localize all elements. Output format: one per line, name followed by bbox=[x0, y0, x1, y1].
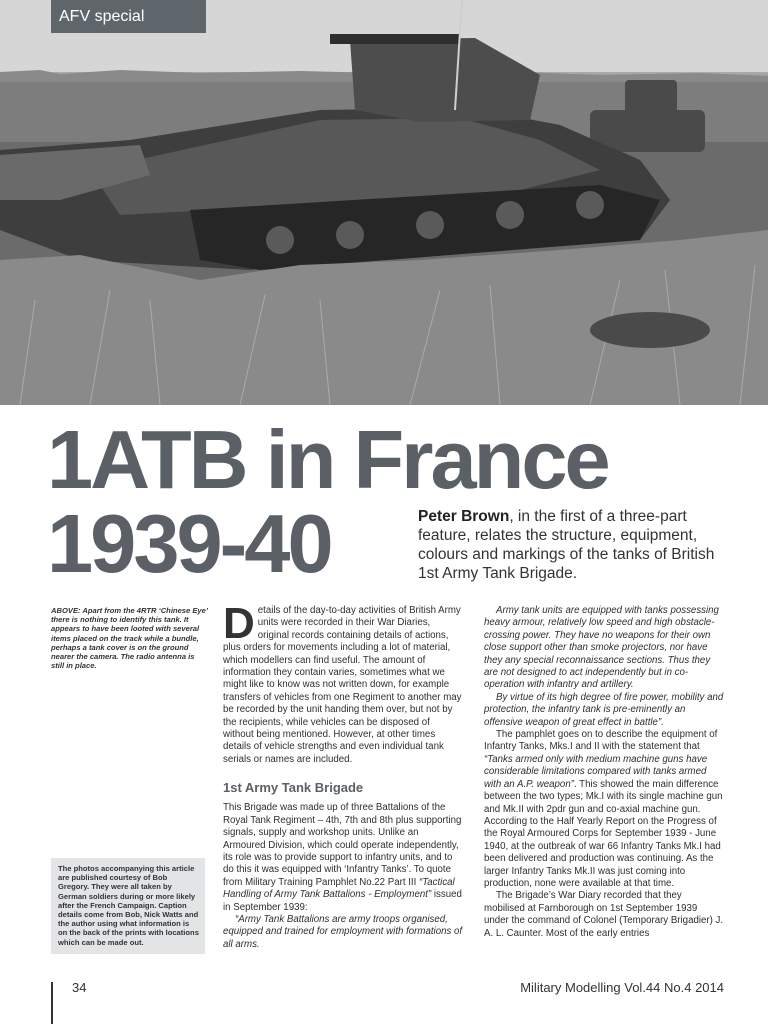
body-column-1 bbox=[223, 599, 463, 951]
page-number: 34 bbox=[72, 980, 87, 995]
intro-text: etails of the day-to-day activities of British Army units were recorded in their War Diaries, original records containing details of actions, plus orders for movements including a lot of material, which modellers can find useful. The amount of information they contain varies, sometimes what we might like to know was not written down, for example transfers of vehicles from one Regiment to another may be recorded by the unit handing them over, but not by the recipients, while vehicles can be disposed of without being mentioned. However, at other times details of vehicle strengths and even individual tank serials or names are included. bbox=[223, 605, 462, 765]
magazine-issue: Military Modelling Vol.44 No.4 2014 bbox=[520, 980, 724, 995]
headline-line-1: 1ATB in France bbox=[47, 413, 608, 506]
photo-caption: ABOVE: Apart from the 4RTR ‘Chinese Eye’ there is nothing to identify this tank. It appears to have been looted with several items placed on the track while a bundle, perhaps a tank cover is on the ground nearer the camera. The radio antenna is still in place. bbox=[51, 606, 208, 671]
abandoned-tank-photo bbox=[0, 0, 768, 405]
intro-paragraph bbox=[223, 599, 463, 766]
headline-line-2: 1939-40 bbox=[47, 497, 331, 590]
subhead-1st-army-tank-brigade: 1st Army Tank Brigade bbox=[223, 780, 364, 796]
quote-paragraph-1: “Army Tank Battalions are army troops organised, equipped and trained for employment with formations of all arms. bbox=[223, 913, 463, 950]
section-tag: AFV special bbox=[51, 0, 206, 33]
standfirst-text: , in the first of a three-part feature, relates the structure, equipment, colours and markings of the tanks of British 1st Army Tank Brigade. bbox=[418, 508, 715, 582]
drop-cap: D bbox=[223, 599, 255, 648]
brigade-text: This Brigade was made up of three Battalions of the Royal Tank Regiment – 4th, 7th and 8th plus supporting signals, supply and workshop units. Unlike an Armoured Division, which could operate independently, its role was to provide support to infantry units, and to do this it was equipped with ‘Infantry Tanks’. To quote from Military Training Pamphlet No.22 Part III bbox=[223, 802, 462, 888]
body-column-2 bbox=[484, 605, 724, 940]
brigade-text-end: issued in September 1939: bbox=[223, 889, 462, 913]
pamphlet-text: The pamphlet goes on to describe the equipment of Infantry Tanks, Mks.I and II with the statement that bbox=[484, 729, 718, 753]
standfirst bbox=[418, 507, 738, 583]
pamphlet-title-quote: “Tactical Handling of Army Tank Battalions - Employment” bbox=[223, 876, 455, 901]
footer-rule bbox=[51, 982, 53, 1024]
quote-paragraph-2: Army tank units are equipped with tanks possessing heavy armour, relatively low speed and high obstacle-crossing power. They have no weapons for their own close support other than smoke projectors, nor have they any special reconnaissance sections. Thus they are not designed to act independently but in co-operation with infantry and artillery. bbox=[484, 605, 719, 691]
quote-paragraph-3: By virtue of its high degree of fire power, mobility and protection, the infantry tank is pre-eminently an offensive weapon of great effect in battle”. bbox=[484, 691, 724, 728]
hero-photo bbox=[0, 0, 768, 405]
author-name: Peter Brown bbox=[418, 508, 510, 525]
war-diary-paragraph: The Brigade’s War Diary recorded that they mobilised at Farnborough on 1st September 1939 under the command of Colonel (Temporary Brigadier) J. A. L. Caunter. Most of the early entries bbox=[484, 890, 724, 939]
photo-credits-box bbox=[51, 858, 205, 954]
pamphlet-quote: “Tanks armed only with medium machine guns have considerable limitations compared with tanks armed with an A.P. weapon” bbox=[484, 753, 708, 790]
pamphlet-paragraph bbox=[484, 729, 724, 890]
photo-credits-text: The photos accompanying this article are published courtesy of Bob Gregory. They were all taken by German soldiers during or more likely after the French Campaign. Caption details come from Bob, Nick Watts and the author using what information is on the back of the prints with locations which can be made out. bbox=[58, 864, 199, 947]
pamphlet-text-end: . This showed the main difference between the two types; Mk.I with its single machine gun and Mk.II with 2pdr gun and co-axial machine gun. According to the Half Yearly Report on the Progress of the Royal Armoured Corps for September 1939 - June 1940, at the outbreak of war 66 Infantry Tanks Mk.I had been delivered and production was continuing. As the larger Infantry Tanks Mk.II was just coming into production, none were available at that time. bbox=[484, 778, 723, 889]
brigade-paragraph bbox=[223, 802, 463, 914]
